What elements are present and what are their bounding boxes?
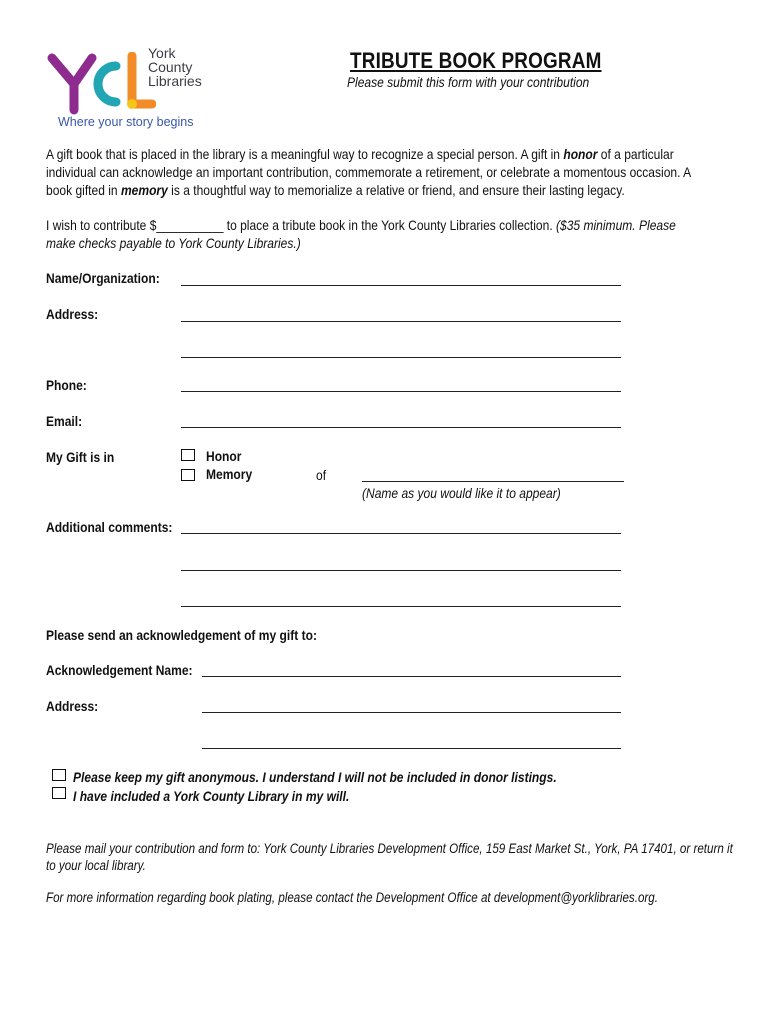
page-subtitle: Please submit this form with your contribution	[347, 74, 590, 90]
of-label: of	[316, 467, 327, 483]
address-field-line-1[interactable]	[181, 321, 621, 322]
intro-line-1: A gift book that is placed in the library is a meaningful way to recognize a special person. A gift in honor of a particular	[46, 146, 674, 162]
memory-option-label: Memory	[206, 466, 253, 482]
comments-field-line-1[interactable]	[181, 533, 621, 534]
phone-field[interactable]	[181, 391, 621, 392]
acknowledgement-address-line-1[interactable]	[202, 712, 621, 713]
acknowledgement-address-label: Address:	[46, 698, 99, 714]
acknowledgement-address-line-2[interactable]	[202, 748, 621, 749]
anonymous-option-label: Please keep my gift anonymous. I understand I will not be included in donor listings.	[73, 769, 557, 785]
gift-type-label: My Gift is in	[46, 449, 115, 465]
email-label: Email:	[46, 413, 83, 429]
contribution-line-2: make checks payable to York County Libraries.)	[46, 235, 301, 251]
comments-field-line-2[interactable]	[181, 570, 621, 571]
name-organization-field[interactable]	[181, 285, 621, 286]
acknowledgement-heading: Please send an acknowledgement of my gift to:	[46, 627, 317, 643]
logo-word-county: County	[148, 59, 193, 75]
comments-field-line-3[interactable]	[181, 606, 621, 607]
acknowledgement-name-field[interactable]	[202, 676, 621, 677]
phone-label: Phone:	[46, 377, 87, 393]
memory-checkbox[interactable]	[181, 469, 195, 481]
mail-instructions-line-1: Please mail your contribution and form to: York County Libraries Development Office, 159 East Market St., York, PA 17401, or return it	[46, 841, 733, 856]
honoree-name-field[interactable]	[362, 481, 624, 482]
email-field[interactable]	[181, 427, 621, 428]
will-checkbox[interactable]	[52, 787, 66, 799]
honor-checkbox[interactable]	[181, 449, 195, 461]
honoree-name-hint: (Name as you would like it to appear)	[362, 485, 561, 501]
page-title: TRIBUTE BOOK PROGRAM	[350, 48, 602, 73]
contribution-line-1[interactable]: I wish to contribute $__________ to place a tribute book in the York County Libraries collection. ($35 minimum. Please	[46, 217, 676, 233]
ycl-logo-mark-icon	[46, 52, 156, 122]
address-label: Address:	[46, 306, 99, 322]
name-organization-label: Name/Organization:	[46, 270, 160, 286]
logo-tagline: Where your story begins	[58, 115, 194, 129]
acknowledgement-name-label: Acknowledgement Name:	[46, 662, 193, 678]
logo-word-york: York	[148, 45, 176, 61]
intro-line-2: individual can acknowledge an important contribution, commemorate a retirement, or celebrate a momentous occasion. A	[46, 164, 692, 180]
anonymous-checkbox[interactable]	[52, 769, 66, 781]
mail-instructions-line-2: to your local library.	[46, 858, 146, 873]
honor-emphasis: honor	[563, 146, 598, 162]
additional-comments-label: Additional comments:	[46, 519, 173, 535]
honor-option-label: Honor	[206, 448, 242, 464]
book-plating-info[interactable]: For more information regarding book plating, please contact the Development Office at development@yorklibraries.org.	[46, 890, 658, 905]
intro-line-3: book gifted in memory is a thoughtful way to memorialize a relative or friend, and ensure their lasting legacy.	[46, 182, 625, 198]
will-option-label: I have included a York County Library in my will.	[73, 788, 350, 804]
york-county-libraries-logo	[46, 40, 216, 135]
logo-word-libraries: Libraries	[148, 73, 202, 89]
address-field-line-2[interactable]	[181, 357, 621, 358]
memory-emphasis: memory	[120, 182, 168, 198]
